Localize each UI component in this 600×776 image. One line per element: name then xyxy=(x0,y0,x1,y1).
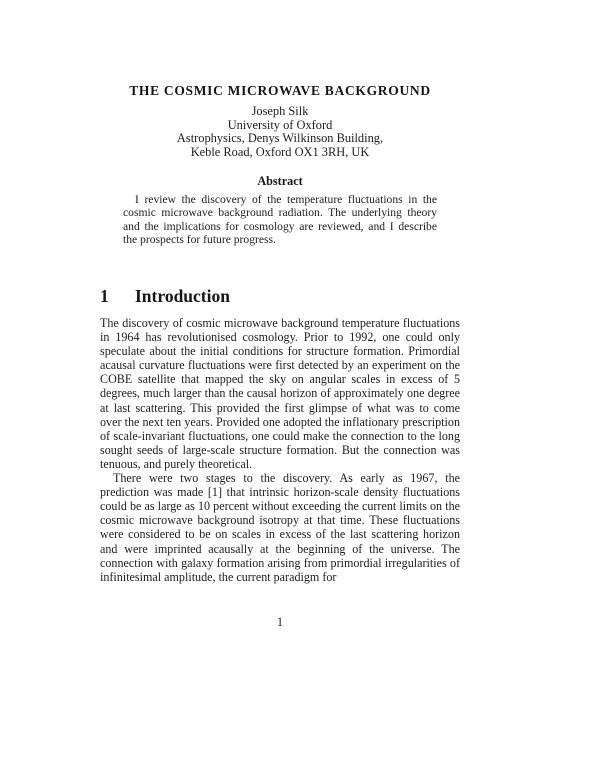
section-body xyxy=(100,316,460,584)
paragraph: The discovery of cosmic microwave background temperature fluctuations in 1964 has revolutionised cosmology. Prior to 1992, one could only speculate about the initial conditions for structure formation. Primordial acausal curvature fluctuations were first detected by an experiment on the COBE satellite that mapped the sky on angular scales in excess of 5 degrees, much larger than the causal horizon of approximately one degree at last scattering. This provided the first glimpse of what was to come over the next ten years. Provided one adopted the inflationary prescription of scale-invariant fluctuations, one could make the connection to the long sought seeds of large-scale structure formation. But the connection was tenuous, and purely theoretical. xyxy=(100,316,460,471)
abstract-body: I review the discovery of the temperature fluctuations in the cosmic microwave background radiation. The underlying theory and the implications for cosmology are reviewed, and I describe the prospects for future progress. xyxy=(123,193,437,247)
author-name: Joseph Silk xyxy=(251,104,309,118)
paragraph: There were two stages to the discovery. As early as 1967, the prediction was made [1] that intrinsic horizon-scale density fluctuations could be as large as 10 percent without exceeding the current limits on the cosmic microwave background isotropy at that time. These fluctuations were considered to be on scales in excess of the last scattering horizon and were imprinted acausally at the beginning of the universe. The connection with galaxy formation arising from primordial irregularities of infinitesimal amplitude, the current paradigm for xyxy=(100,471,460,584)
paper-title: THE COSMIC MICROWAVE BACKGROUND xyxy=(129,83,431,98)
abstract-heading: Abstract xyxy=(257,174,303,188)
page-number: 1 xyxy=(276,615,284,629)
section-title: Introduction xyxy=(135,286,230,306)
author-affiliation-line: Astrophysics, Denys Wilkinson Building, xyxy=(176,131,384,146)
section-number: 1 xyxy=(100,286,109,306)
author-affiliation-line: University of Oxford xyxy=(227,117,333,132)
author-block xyxy=(100,105,460,159)
section-heading xyxy=(100,287,460,305)
author-affiliation-line: Keble Road, Oxford OX1 3RH, UK xyxy=(190,144,370,159)
abstract-text xyxy=(123,193,437,247)
